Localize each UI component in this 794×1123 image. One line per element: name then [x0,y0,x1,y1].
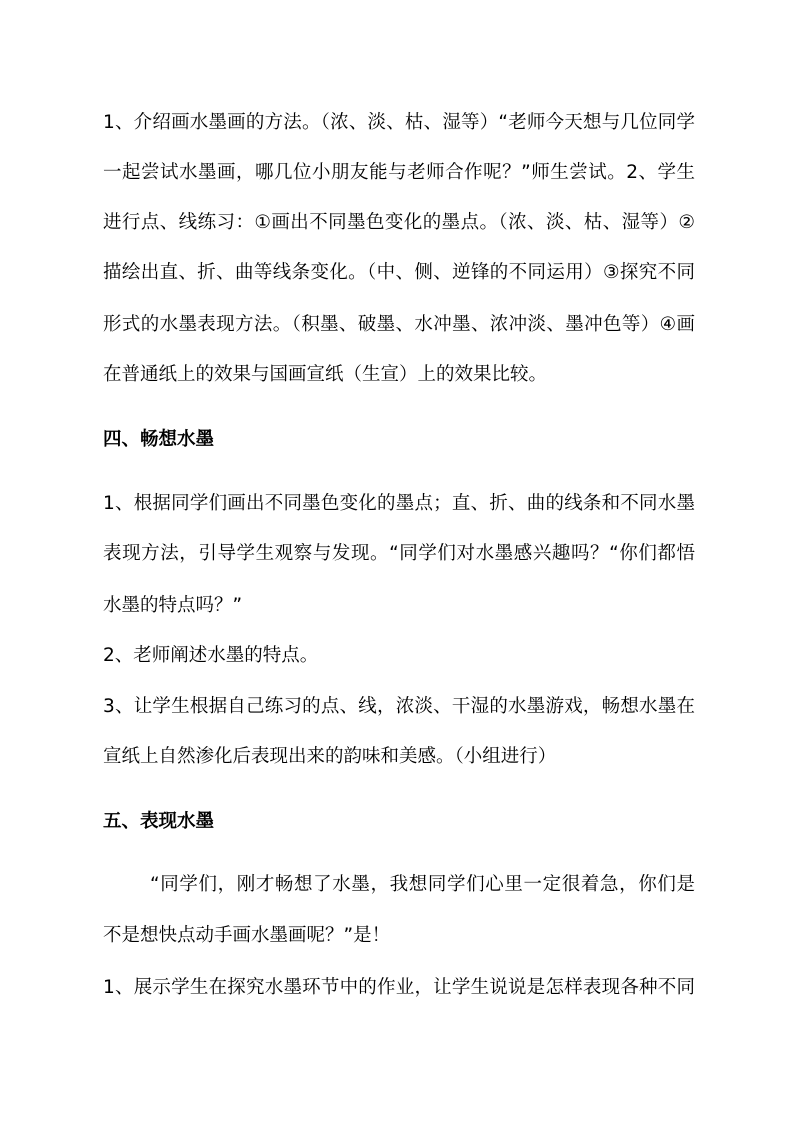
paragraph-line: 2、老师阐述水墨的特点。 [103,645,319,666]
section-heading: 五、表现水墨 [103,811,215,832]
paragraph-line: 1、展示学生在探究水墨环节中的作业，让学生说说是怎样表现各种不同 [103,977,695,998]
paragraph-line: 在普通纸上的效果与国画宣纸（生宣）上的效果比较。 [103,364,548,385]
paragraph-line: 3、让学生根据自己练习的点、线，浓淡、干湿的水墨游戏，畅想水墨在 [103,696,695,717]
paragraph-line: 一起尝试水墨画，哪几位小朋友能与老师合作呢？”师生尝试。2、学生 [103,162,695,183]
paragraph-line: 描绘出直、折、曲等线条变化。（中、侧、逆锋的不同运用）③探究不同 [103,262,695,283]
paragraph-line: 进行点、线练习：①画出不同墨色变化的墨点。（浓、淡、枯、湿等）② [103,212,695,233]
paragraph-line: 不是想快点动手画水墨画呢？”是！ [103,925,391,946]
paragraph-line: 1、根据同学们画出不同墨色变化的墨点；直、折、曲的线条和不同水墨 [103,493,695,514]
paragraph-line: 表现方法，引导学生观察与发现。“同学们对水墨感兴趣吗？“你们都悟 [103,543,695,564]
paragraph-line: 宣纸上自然渗化后表现出来的韵味和美感。（小组进行） [103,746,557,767]
paragraph-line: 水墨的特点吗？” [103,595,243,616]
paragraph-line: 形式的水墨表现方法。（积墨、破墨、水冲墨、浓冲淡、墨冲色等）④画 [103,314,695,335]
paragraph-line: “同学们，刚才畅想了水墨，我想同学们心里一定很着急，你们是 [150,874,695,895]
paragraph-line: 1、介绍画水墨画的方法。（浓、淡、枯、湿等）“老师今天想与几位同学 [103,112,695,133]
section-heading: 四、畅想水墨 [103,429,215,450]
